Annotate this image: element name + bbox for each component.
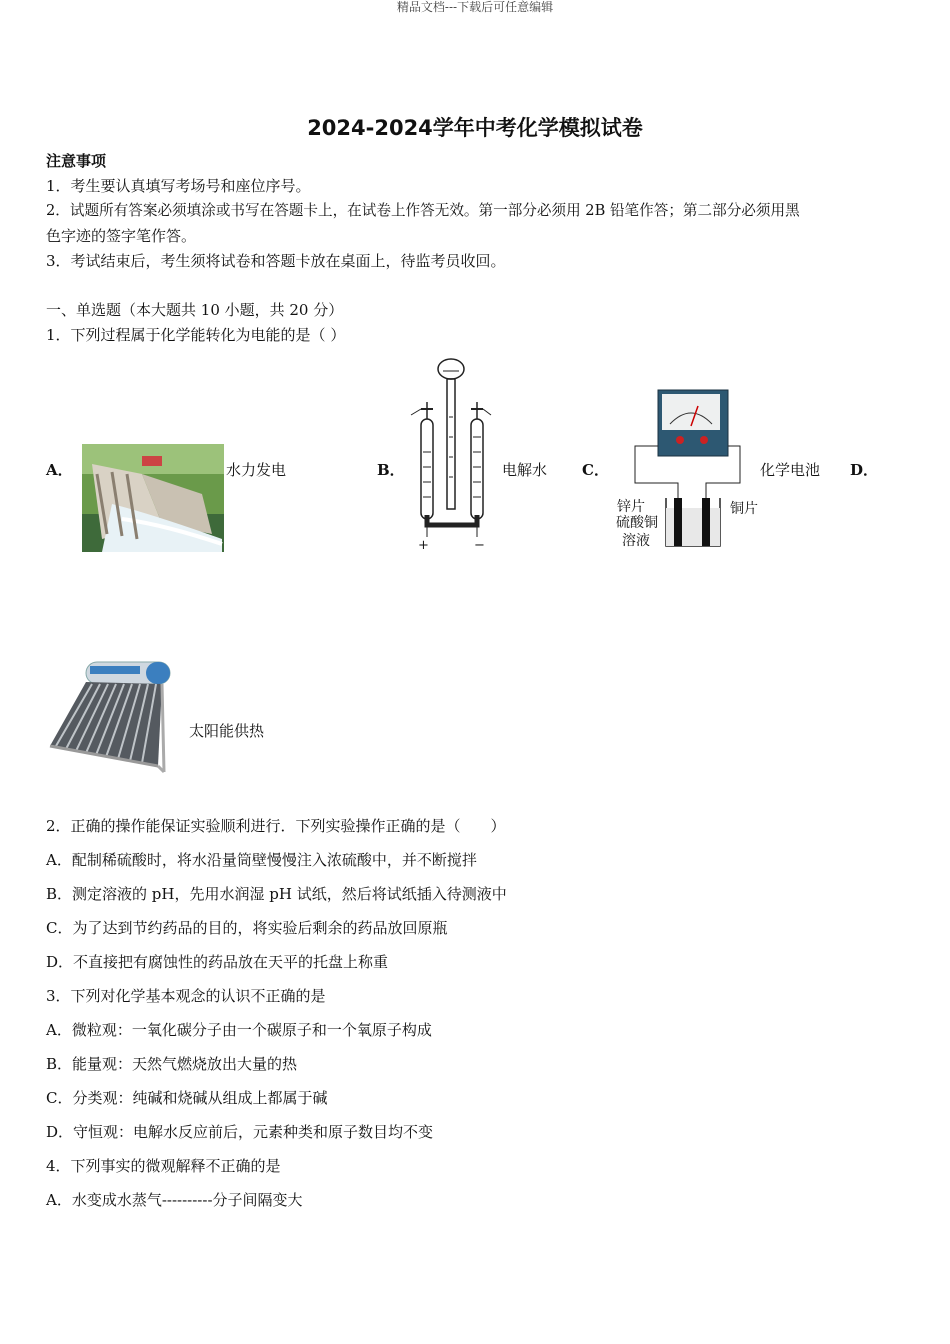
q1-option-b-text: 电解水 bbox=[502, 461, 548, 479]
page-title: 2024-2024学年中考化学模拟试卷 bbox=[307, 116, 643, 140]
hydropower-image bbox=[82, 444, 224, 556]
electrolysis-plus-label: + bbox=[418, 538, 429, 553]
notice-item-1: 1．考生要认真填写考场号和座位序号。 bbox=[46, 177, 311, 195]
q1-option-d-letter: D． bbox=[850, 461, 879, 479]
q3-option-b: B．能量观：天然气燃烧放出大量的热 bbox=[46, 1055, 298, 1073]
q1-option-a-letter: A． bbox=[46, 461, 73, 479]
solar-water-heater-image bbox=[46, 654, 174, 782]
q2-option-a: A．配制稀硫酸时，将水沿量筒壁慢慢注入浓硫酸中，并不断搅拌 bbox=[46, 851, 477, 869]
q3-option-d: D．守恒观：电解水反应前后，元素种类和原子数目均不变 bbox=[46, 1123, 434, 1141]
q2-stem: 2．正确的操作能保证实验顺利进行．下列实验操作正确的是（ ） bbox=[46, 817, 506, 835]
cell-zinc-label: 锌片 bbox=[617, 499, 645, 515]
notice-item-2-cont: 色字迹的签字笔作答。 bbox=[46, 227, 197, 245]
q1-option-b-letter: B． bbox=[377, 461, 405, 479]
q4-option-a: A．水变成水蒸气----------分子间隔变大 bbox=[46, 1191, 303, 1209]
section-heading: 一、单选题（本大题共 10 小题，共 20 分） bbox=[46, 301, 344, 319]
q3-option-c: C．分类观：纯碱和烧碱从组成上都属于碱 bbox=[46, 1089, 328, 1107]
cell-cuso4-label-2: 溶液 bbox=[622, 533, 650, 549]
q1-option-c-text: 化学电池 bbox=[760, 461, 821, 479]
cell-cuso4-label-1: 硫酸铜 bbox=[616, 515, 658, 531]
electrolysis-minus-label: − bbox=[474, 538, 485, 553]
q1-stem: 1．下列过程属于化学能转化为电能的是（ ） bbox=[46, 326, 346, 344]
electrolysis-apparatus bbox=[405, 357, 497, 561]
q3-option-a: A．微粒观：一氧化碳分子由一个碳原子和一个氧原子构成 bbox=[46, 1021, 432, 1039]
notice-item-3: 3．考试结束后，考生须将试卷和答题卡放在桌面上，待监考员收回。 bbox=[46, 252, 506, 270]
notice-item-2: 2．试题所有答案必须填涂或书写在答题卡上，在试卷上作答无效。第一部分必须用 2B 铅笔作答；第二部分必须用黑 bbox=[46, 202, 800, 219]
q1-option-a-text: 水力发电 bbox=[226, 461, 287, 479]
q2-option-c: C．为了达到节约药品的目的，将实验后剩余的药品放回原瓶 bbox=[46, 919, 448, 937]
page-header: 精品文档---下载后可任意编辑 bbox=[396, 0, 554, 14]
q2-option-d: D．不直接把有腐蚀性的药品放在天平的托盘上称重 bbox=[46, 953, 389, 971]
cell-copper-label: 铜片 bbox=[730, 501, 758, 517]
q1-option-c-letter: C． bbox=[582, 461, 609, 479]
q1-option-d-text: 太阳能供热 bbox=[189, 722, 265, 740]
notice-heading: 注意事项 bbox=[46, 152, 107, 170]
q2-option-b: B．测定溶液的 pH，先用水润湿 pH 试纸，然后将试纸插入待测液中 bbox=[46, 885, 507, 903]
q3-stem: 3．下列对化学基本观念的认识不正确的是 bbox=[46, 987, 326, 1005]
q4-stem: 4．下列事实的微观解释不正确的是 bbox=[46, 1157, 281, 1175]
